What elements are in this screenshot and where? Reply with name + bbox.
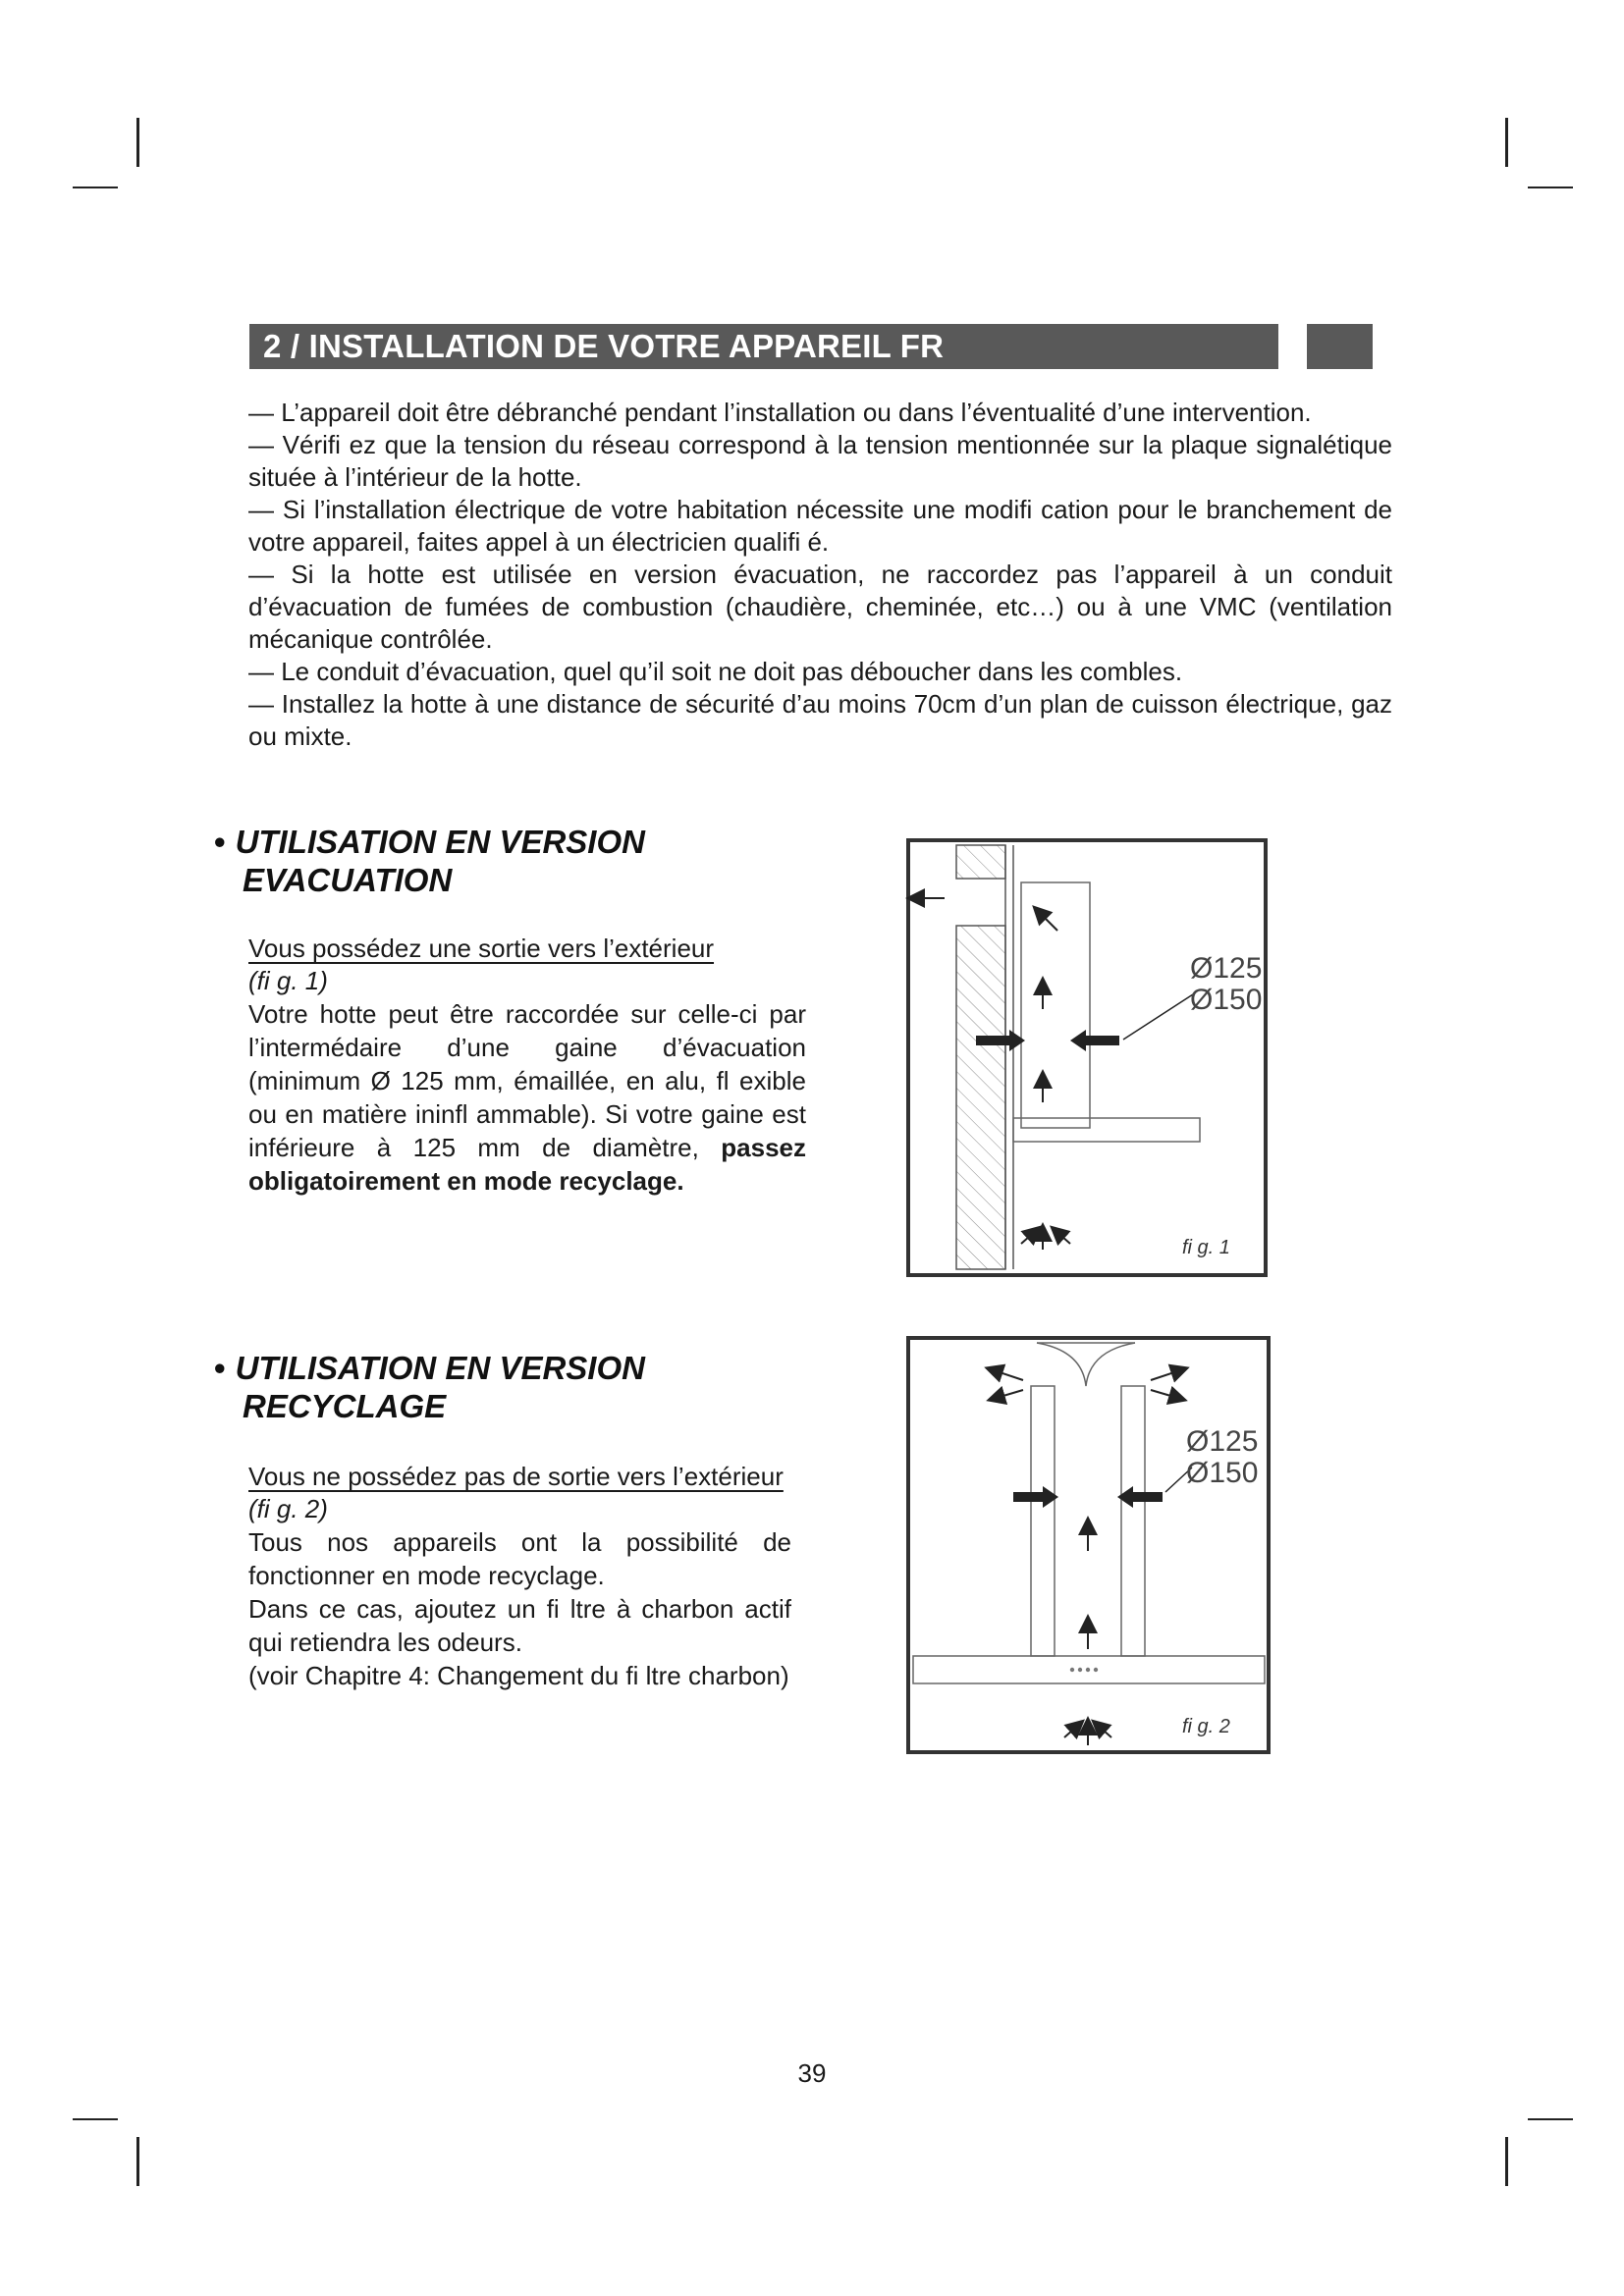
section-header: 2 / INSTALLATION DE VOTRE APPAREIL FR xyxy=(249,324,1278,369)
crop-mark xyxy=(136,118,139,167)
title-line: UTILISATION EN VERSION xyxy=(235,824,645,860)
intro-paragraph: — Si la hotte est utilisée en version évacuation, ne raccordez pas l’appareil à un conduit d’évacuation de fumées de combustion (chaudière, cheminée, etc…) ou à une VMC (ventilation mécanique contrôlée. xyxy=(248,560,1392,654)
figure-1-evacuation-diagram xyxy=(905,837,1269,1279)
intro-paragraph: — Installez la hotte à une distance de sécurité d’au moins 70cm d’un plan de cuisson électrique, gaz ou mixte. xyxy=(248,689,1392,751)
crop-mark xyxy=(1528,187,1573,188)
crop-mark xyxy=(1505,118,1508,167)
intro-paragraph: — Le conduit d’évacuation, quel qu’il soit ne doit pas déboucher dans les combles. xyxy=(248,657,1183,686)
diameter-label: Ø150 xyxy=(1190,984,1263,1016)
figure-reference: (fi g. 2) xyxy=(248,1494,328,1523)
page-number: 39 xyxy=(797,2058,827,2088)
figure-2-recyclage-diagram xyxy=(905,1335,1272,1757)
intro-text xyxy=(248,397,1392,753)
title-line: UTILISATION EN VERSION xyxy=(235,1350,645,1386)
body-text xyxy=(248,997,806,1198)
section-title-evacuation xyxy=(214,823,645,899)
crop-mark xyxy=(73,2118,118,2120)
intro-paragraph: — Si l’installation électrique de votre habitation nécessite une modifi cation pour le branchement de votre appareil, faites appel à un électricien qualifi é. xyxy=(248,495,1392,557)
crop-mark xyxy=(136,2137,139,2186)
body-paragraph: Tous nos appareils ont la possibilité de fonctionner en mode recyclage. xyxy=(248,1527,791,1590)
figure-reference: (fi g. 1) xyxy=(248,966,328,995)
crop-mark xyxy=(73,187,118,188)
header-tab-block xyxy=(1307,324,1373,369)
intro-paragraph: — L’appareil doit être débranché pendant l’installation ou dans l’éventualité d’une intervention. xyxy=(248,398,1312,427)
body-paragraph: Dans ce cas, ajoutez un fi ltre à charbon actif qui retiendra les odeurs. xyxy=(248,1594,791,1657)
title-line: EVACUATION xyxy=(243,862,453,898)
body-paragraph: (voir Chapitre 4: Changement du fi ltre charbon) xyxy=(248,1661,789,1690)
intro-paragraph: — Vérifi ez que la tension du réseau correspond à la tension mentionnée sur la plaque signalétique située à l’intérieur de la hotte. xyxy=(248,430,1392,492)
bullet: • xyxy=(214,1350,226,1386)
crop-mark xyxy=(1505,2137,1508,2186)
bullet: • xyxy=(214,824,226,860)
crop-mark xyxy=(1528,2118,1573,2120)
subtitle-block xyxy=(248,933,714,997)
figure-caption: fi g. 1 xyxy=(1182,1237,1230,1258)
figure-caption: fi g. 2 xyxy=(1182,1716,1230,1737)
diameter-label: Ø125 xyxy=(1190,952,1263,985)
section-title-recyclage xyxy=(214,1349,645,1425)
diameter-label: Ø125 xyxy=(1186,1425,1259,1458)
body-text xyxy=(248,1525,791,1692)
body-paragraph: Votre hotte peut être raccordée sur celle-ci par l’intermédaire d’une gaine d’évacuation (minimum Ø 125 mm, émaillée, en alu, fl exible ou en matière ininfl ammable). Si votre gaine est inférieure à 125 mm de diamètre, xyxy=(248,999,806,1162)
subtitle-block xyxy=(248,1461,784,1525)
diameter-label: Ø150 xyxy=(1186,1457,1259,1489)
bold-instruction: passez obligatoirement en mode recyclage. xyxy=(248,1133,806,1196)
subtitle: Vous possédez une sortie vers l’extérieur xyxy=(248,934,715,963)
subtitle: Vous ne possédez pas de sortie vers l’extérieur xyxy=(248,1462,784,1491)
title-line: RECYCLAGE xyxy=(243,1388,447,1424)
